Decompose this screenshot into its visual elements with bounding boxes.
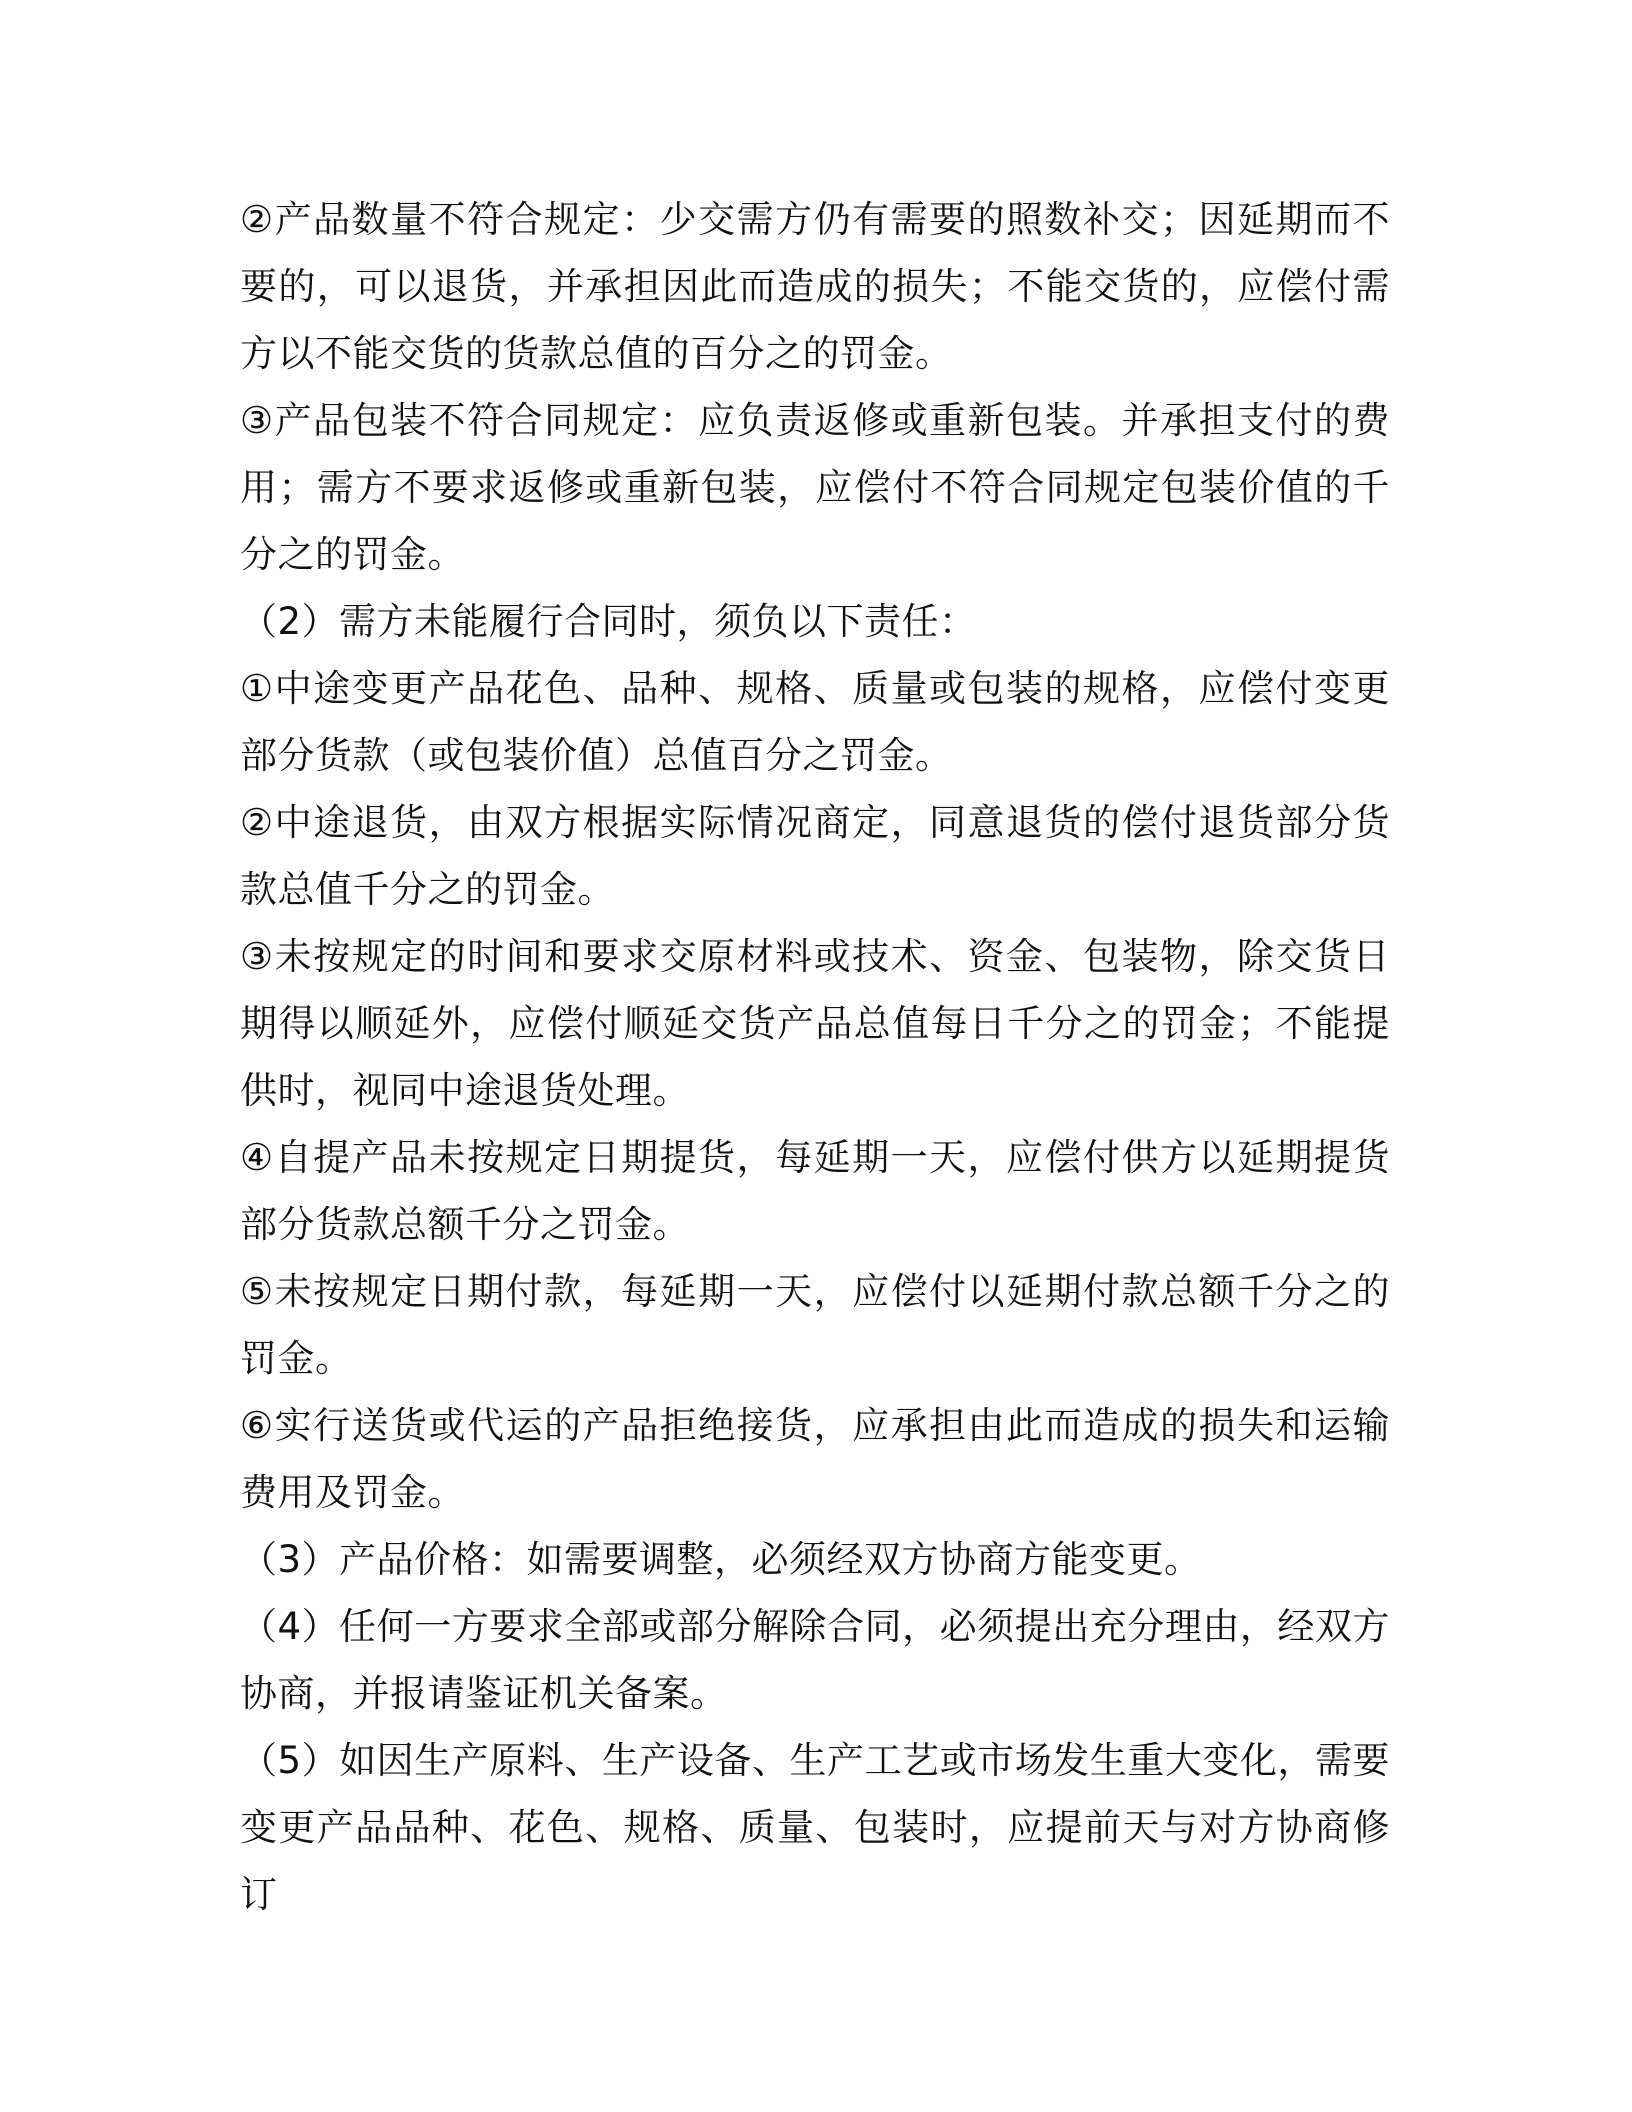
paragraph-major-change: （5）如因生产原料、生产设备、生产工艺或市场发生重大变化，需要变更产品品种、花色、规格、质量、包装时，应提前天与对方协商修订 — [240, 1739, 1390, 1916]
paragraph-midway-change: ①中途变更产品花色、品种、规格、质量或包装的规格，应偿付变更部分货款（或包装价值）总值百分之罚金。 — [240, 667, 1390, 777]
paragraph-midway-return: ②中途退货，由双方根据实际情况商定，同意退货的偿付退货部分货款总值千分之的罚金。 — [240, 801, 1390, 911]
paragraph-contract-termination: （4）任何一方要求全部或部分解除合同，必须提出充分理由，经双方协商，并报请鉴证机关备案。 — [240, 1605, 1390, 1715]
paragraph-refusal-of-delivery: ⑥实行送货或代运的产品拒绝接货，应承担由此而造成的损失和运输费用及罚金。 — [240, 1404, 1390, 1514]
paragraph-payment-delay: ⑤未按规定日期付款，每延期一天，应偿付以延期付款总额千分之的罚金。 — [240, 1270, 1390, 1380]
document-body — [240, 186, 1390, 1928]
paragraph-materials-delay: ③未按规定的时间和要求交原材料或技术、资金、包装物，除交货日期得以顺延外，应偿付顺延交货产品总值每日千分之的罚金；不能提供时，视同中途退货处理。 — [240, 935, 1390, 1112]
paragraph-packaging-nonconformity: ③产品包装不符合同规定：应负责返修或重新包装。并承担支付的费用；需方不要求返修或重新包装，应偿付不符合同规定包装价值的千分之的罚金。 — [240, 399, 1390, 576]
paragraph-product-price: （3）产品价格：如需要调整，必须经双方协商方能变更。 — [240, 1538, 1202, 1581]
paragraph-pickup-delay: ④自提产品未按规定日期提货，每延期一天，应偿付供方以延期提货部分货款总额千分之罚金。 — [240, 1136, 1390, 1246]
paragraph-quantity-nonconformity: ②产品数量不符合规定：少交需方仍有需要的照数补交；因延期而不要的，可以退货，并承担因此而造成的损失；不能交货的，应偿付需方以不能交货的货款总值的百分之的罚金。 — [240, 198, 1390, 375]
paragraph-buyer-liability-heading: （2）需方未能履行合同时，须负以下责任： — [240, 600, 977, 643]
